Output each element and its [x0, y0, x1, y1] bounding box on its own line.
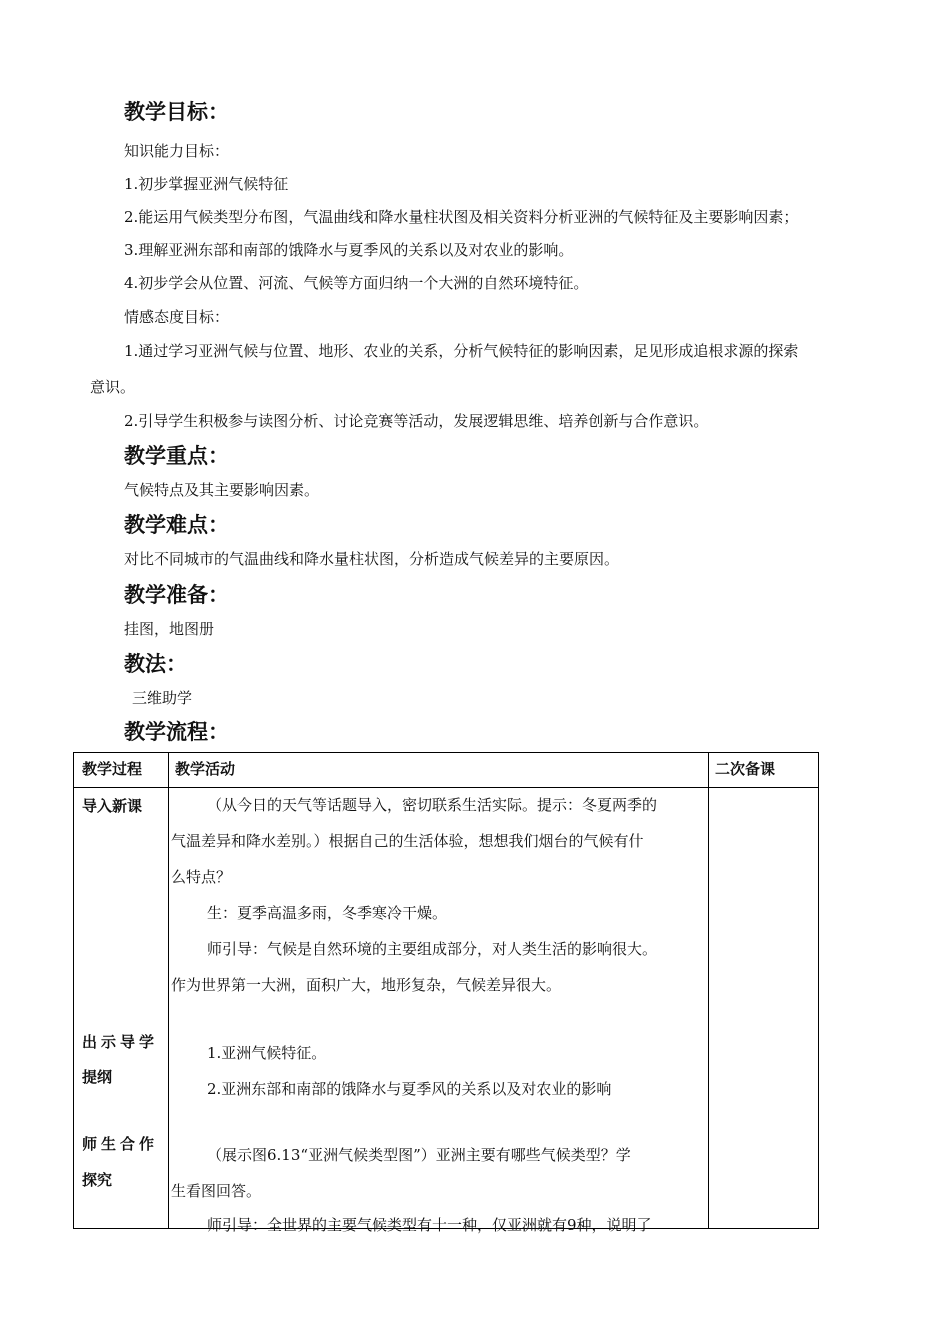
flow-heading: 教学流程：	[124, 720, 229, 744]
col-process-label: 教学过程	[82, 760, 143, 778]
activity-line: 生看图回答。	[171, 1182, 262, 1200]
process-cell	[74, 788, 169, 1229]
process-explore-label: 探究	[82, 1171, 113, 1189]
activity-line: 气温差异和降水差别。）根据自己的生活体验，想想我们烟台的气候有什	[171, 832, 644, 850]
knowledge-item: 1.初步掌握亚洲气候特征	[124, 175, 289, 193]
knowledge-label: 知识能力目标：	[124, 142, 230, 160]
activity-line: 师引导：全世界的主要气候类型有十一种，仅亚洲就有9种，说明了	[207, 1216, 652, 1234]
notes-cell	[709, 788, 819, 1229]
process-outline-label: 出示导学	[82, 1033, 159, 1051]
preparation-text: 挂图，地图册	[124, 620, 215, 638]
teaching-flow-table	[73, 752, 819, 1234]
activity-cell	[169, 788, 709, 1234]
col-activity-label: 教学活动	[175, 760, 236, 778]
key-point-heading: 教学重点：	[124, 444, 229, 468]
activity-line: 生：夏季高温多雨，冬季寒冷干燥。	[207, 904, 448, 922]
knowledge-item: 2.能运用气候类型分布图，气温曲线和降水量柱状图及相关资料分析亚洲的气候特征及主要影响因素；	[124, 208, 799, 226]
activity-line: 2.亚洲东部和南部的饿降水与夏季风的关系以及对农业的影响	[207, 1080, 612, 1098]
emotion-item: 2.引导学生积极参与读图分析、讨论竞赛等活动，发展逻辑思维、培养创新与合作意识。	[124, 412, 709, 430]
header-cell	[709, 753, 819, 788]
activity-line: （从今日的天气等话题导入，密切联系生活实际。提示：冬夏两季的	[207, 796, 658, 814]
emotion-label: 情感态度目标：	[124, 308, 230, 326]
process-outline-label: 提纲	[82, 1068, 113, 1086]
activity-line: 师引导：气候是自然环境的主要组成部分，对人类生活的影响很大。	[207, 940, 658, 958]
process-intro-label: 导入新课	[82, 797, 143, 815]
difficulty-heading: 教学难点：	[124, 513, 229, 537]
objectives-heading: 教学目标：	[124, 100, 229, 124]
preparation-heading: 教学准备：	[124, 583, 229, 607]
activity-line: 1.亚洲气候特征。	[207, 1044, 327, 1062]
activity-line: 作为世界第一大洲，面积广大，地形复杂，气候差异很大。	[171, 976, 562, 994]
process-explore-label: 师生合作	[82, 1135, 159, 1153]
difficulty-text: 对比不同城市的气温曲线和降水量柱状图，分析造成气候差异的主要原因。	[124, 550, 620, 568]
emotion-item: 1.通过学习亚洲气候与位置、地形、农业的关系，分析气候特征的影响因素，足见形成追根求源的探索	[124, 342, 799, 360]
col-notes-label: 二次备课	[715, 760, 776, 778]
method-text: 三维助学	[132, 689, 193, 707]
header-cell	[74, 753, 169, 788]
table-header-row	[74, 753, 819, 788]
header-cell	[169, 753, 709, 788]
table-row	[74, 788, 819, 1229]
knowledge-item: 3.理解亚洲东部和南部的饿降水与夏季风的关系以及对农业的影响。	[124, 241, 574, 259]
emotion-item-continued: 意识。	[90, 378, 136, 396]
activity-line: 么特点？	[171, 868, 232, 886]
activity-line: （展示图6.13“亚洲气候类型图”）亚洲主要有哪些气候类型？学	[207, 1146, 631, 1164]
method-heading: 教法：	[124, 652, 187, 676]
knowledge-item: 4.初步学会从位置、河流、气候等方面归纳一个大洲的自然环境特征。	[124, 274, 589, 292]
key-point-text: 气候特点及其主要影响因素。	[124, 481, 320, 499]
